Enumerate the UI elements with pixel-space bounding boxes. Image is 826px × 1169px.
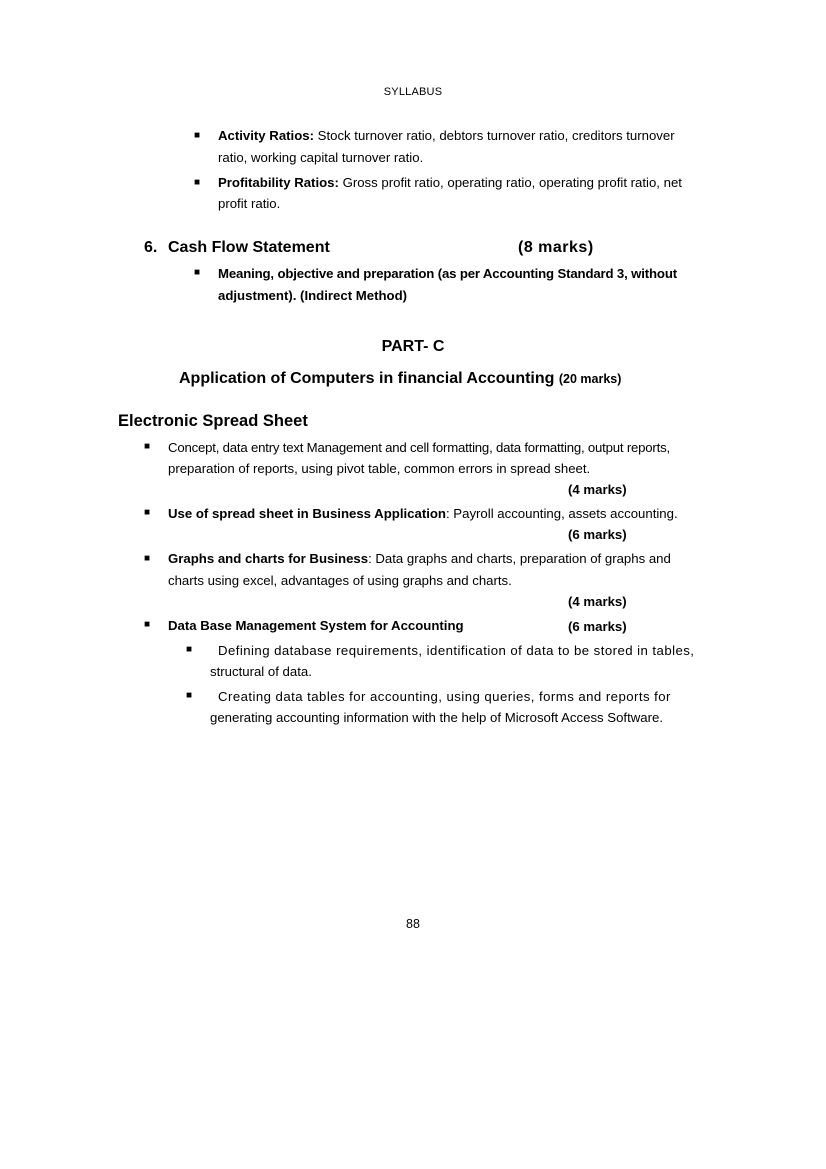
concept-marks: (4 marks)	[568, 482, 627, 497]
bullet-icon: ■	[186, 690, 193, 701]
dbms-marks: (6 marks)	[568, 619, 627, 634]
section-marks: (8 marks)	[518, 239, 594, 256]
use-item	[168, 503, 709, 524]
bullet-icon: ■	[186, 644, 193, 655]
part-heading: PART- C	[381, 338, 445, 355]
section-title: Cash Flow Statement	[168, 239, 330, 256]
bullet-icon: ■	[144, 441, 151, 452]
cash-flow-item: Meaning, objective and preparation (as per Accounting Standard 3, without	[218, 266, 677, 281]
bullet-icon: ■	[144, 619, 151, 630]
item-text: Stock turnover ratio, debtors turnover ratio, creditors turnover	[314, 128, 675, 143]
use-marks: (6 marks)	[568, 527, 627, 542]
bullet-icon: ■	[144, 553, 151, 564]
page-number: 88	[406, 917, 420, 931]
sub-item-creating-continuation: generating accounting information with the help of Microsoft Access Software.	[210, 710, 664, 725]
activity-ratios-continuation: ratio, working capital turnover ratio.	[218, 150, 424, 165]
item-label: Profitability Ratios:	[218, 175, 339, 190]
application-marks: (20 marks)	[558, 372, 622, 386]
running-header: SYLLABUS	[383, 86, 443, 98]
spreadsheet-heading: Electronic Spread Sheet	[118, 412, 308, 430]
item-label: Graphs and charts for Business	[168, 551, 369, 566]
bullet-icon: ■	[194, 130, 201, 141]
concept-item: Concept, data entry text Management and cell formatting, data formatting, output reports,	[168, 440, 670, 455]
item-text: Gross profit ratio, operating ratio, operating profit ratio, net	[338, 175, 682, 190]
item-label: Activity Ratios:	[218, 128, 314, 143]
bullet-icon: ■	[194, 267, 201, 278]
section-number: 6.	[144, 239, 158, 256]
graphs-marks: (4 marks)	[568, 594, 627, 609]
sub-item-defining-continuation: structural of data.	[210, 664, 312, 679]
concept-item-continuation: preparation of reports, using pivot table, common errors in spread sheet.	[168, 461, 591, 476]
sub-item-defining: Defining database requirements, identification of data to be stored in tables,	[218, 643, 695, 658]
item-text: : Data graphs and charts, preparation of graphs and	[368, 551, 671, 566]
sub-item-creating: Creating data tables for accounting, using queries, forms and reports for	[218, 689, 671, 704]
profitability-ratios-item	[218, 172, 709, 193]
graphs-item	[168, 548, 709, 569]
application-title	[179, 370, 621, 388]
bullet-icon: ■	[144, 507, 151, 518]
item-text: : Payroll accounting, assets accounting.	[445, 506, 678, 521]
graphs-item-continuation: charts using excel, advantages of using graphs and charts.	[168, 573, 512, 588]
profitability-ratios-continuation: profit ratio.	[218, 196, 281, 211]
bullet-icon: ■	[194, 177, 201, 188]
dbms-item: Data Base Management System for Accounting	[168, 618, 464, 633]
item-label: Use of spread sheet in Business Application	[168, 506, 446, 521]
cash-flow-item-continuation: adjustment). (Indirect Method)	[218, 288, 408, 303]
activity-ratios-item	[218, 125, 709, 146]
application-title-text: Application of Computers in financial Accounting	[179, 370, 555, 387]
